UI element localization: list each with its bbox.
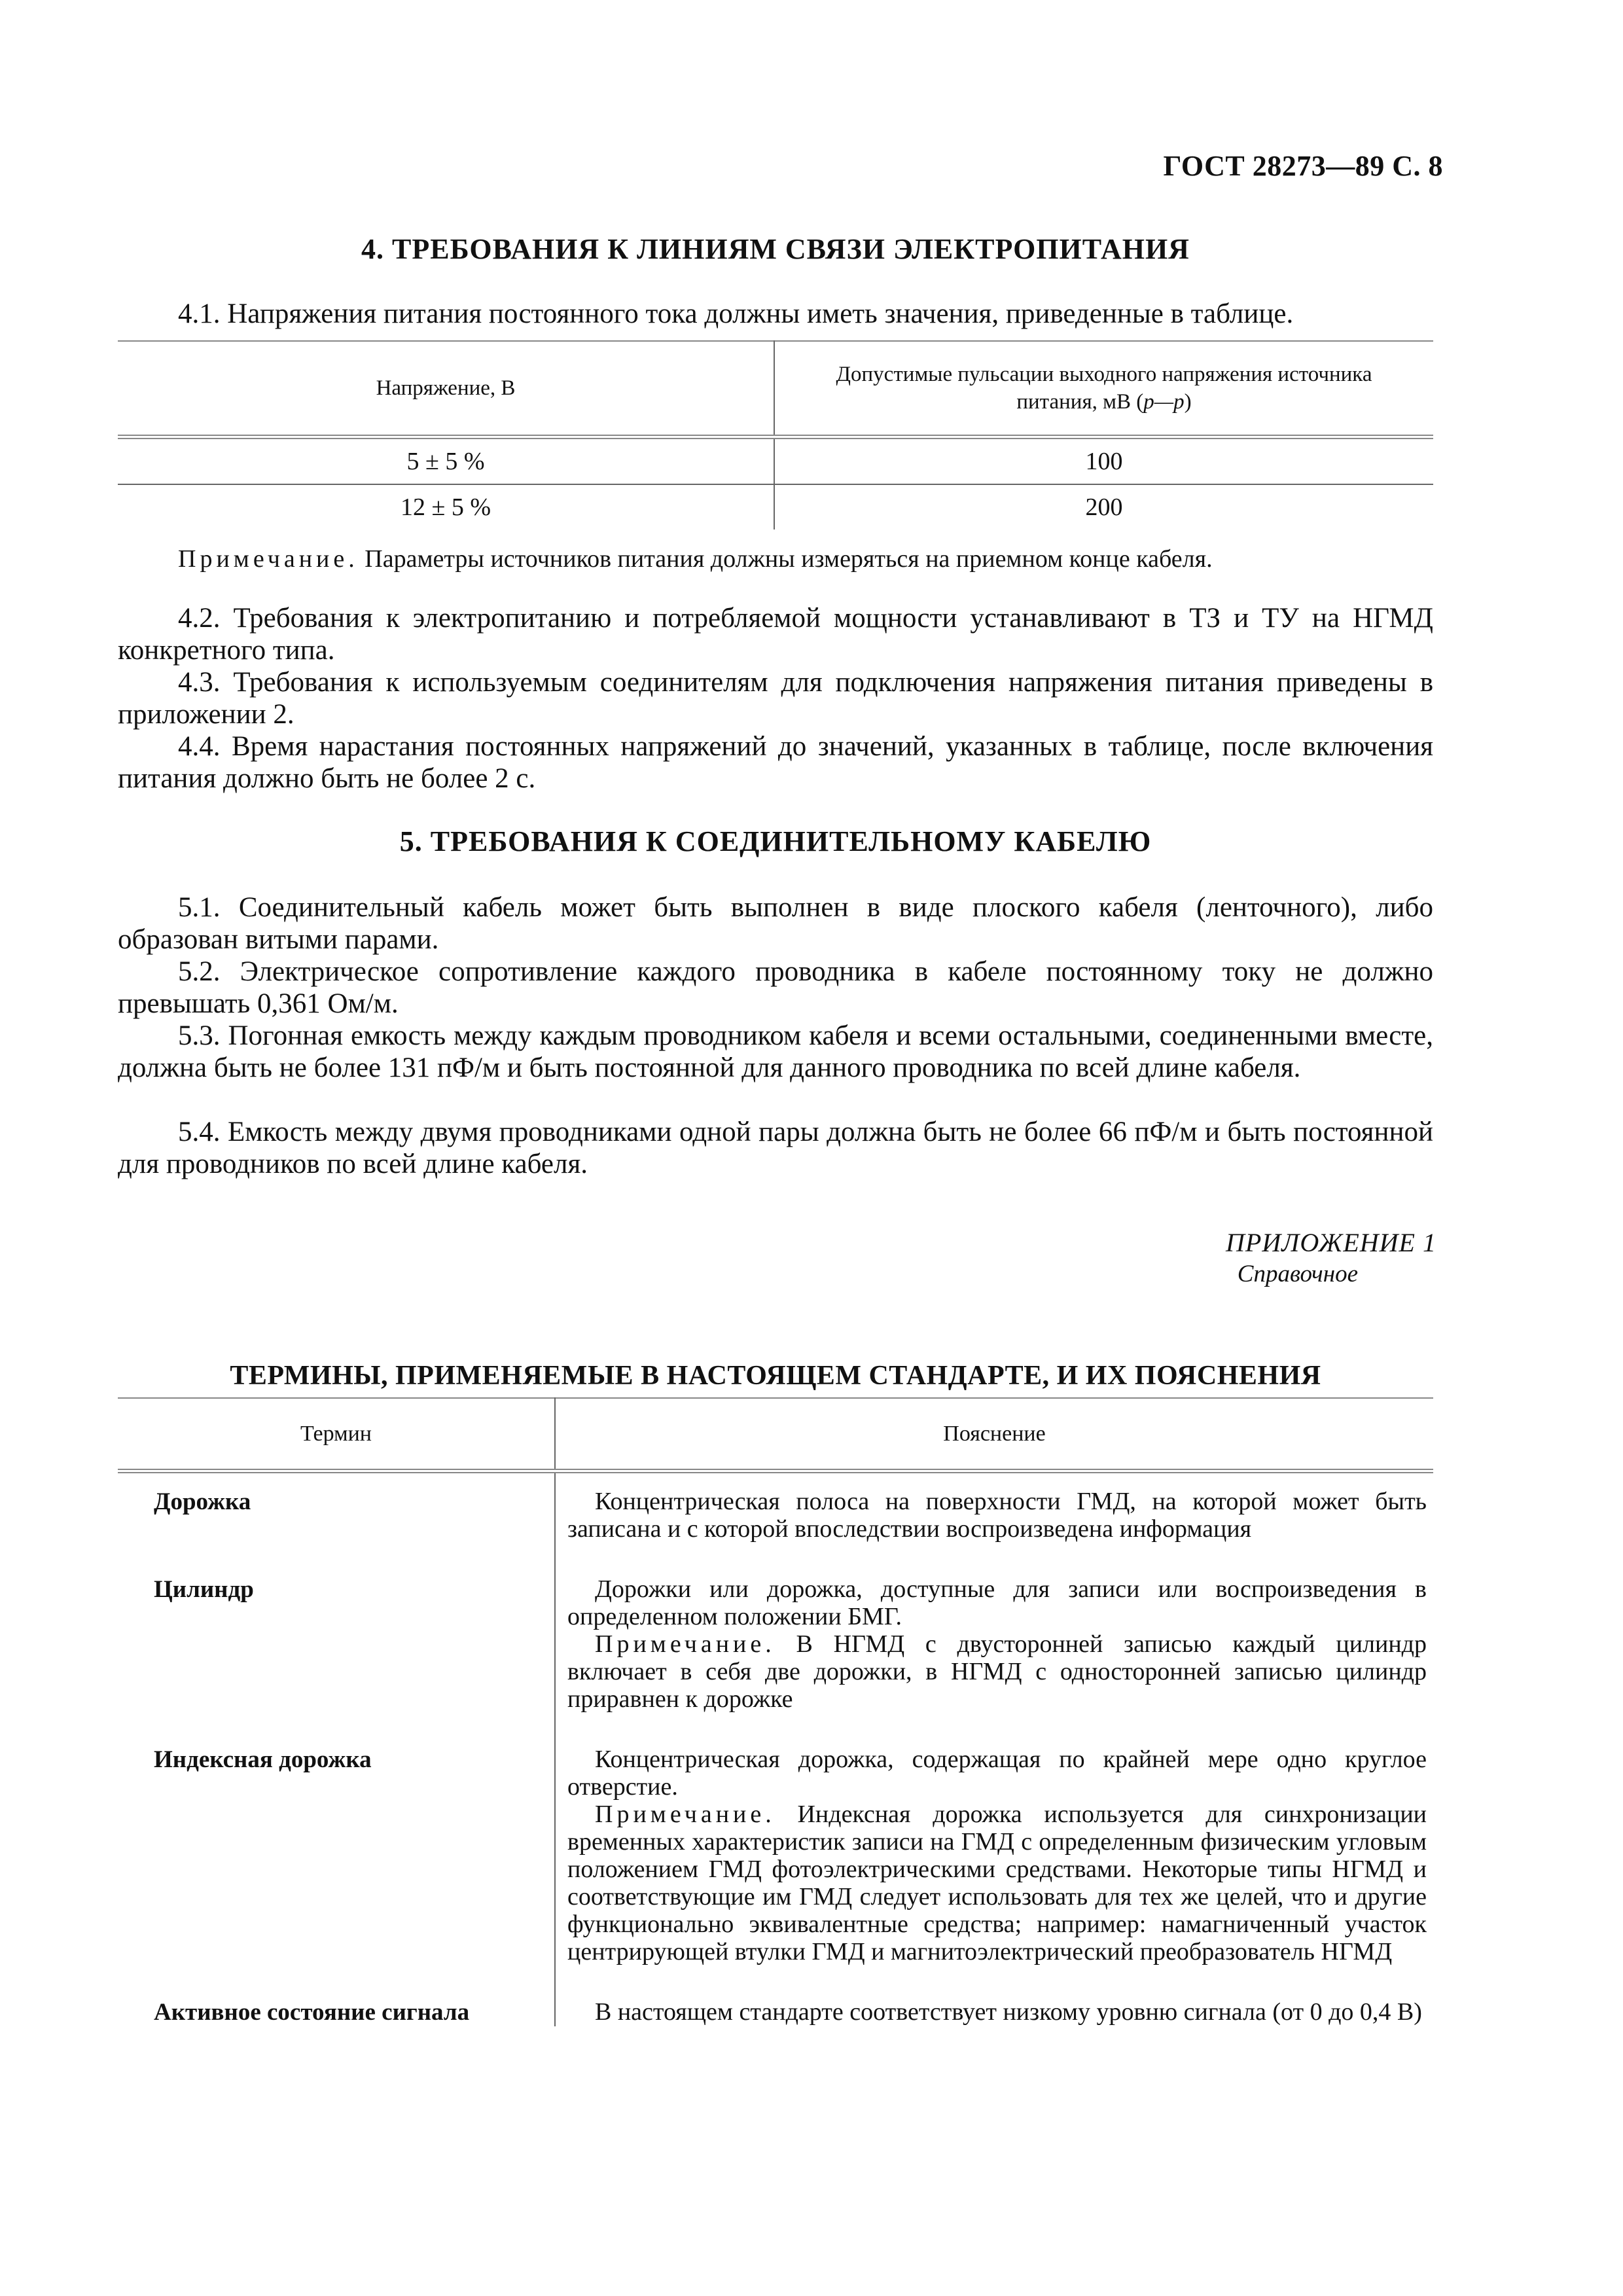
table-row	[118, 1731, 1433, 1984]
appendix-kind: Справочное	[1237, 1261, 1358, 1287]
paragraph-5-3: 5.3. Погонная емкость между каждым проводником кабеля и всеми остальными, соединенными вместе, должна быть не более 131 пФ/м и быть постоянной для данного проводника по всей длине кабеля.	[118, 1020, 1433, 1083]
terms-table-header	[118, 1398, 1433, 1471]
voltage-table	[118, 340, 1433, 529]
explanation-cell: Концентрическая полоса на поверхности ГМД, на которой может быть записана и с которой впоследствии воспроизведена информация	[567, 1488, 1427, 1543]
table-row	[118, 484, 1433, 529]
explanation-cell: В настоящем стандарте соответствует низкому уровню сигнала (от 0 до 0,4 В)	[595, 1998, 1422, 2026]
ripple-cell: 200	[1085, 493, 1123, 521]
paragraph-5-1: 5.1. Соединительный кабель может быть выполнен в виде плоского кабеля (ленточного), либо образован витыми парами.	[118, 892, 1433, 955]
paragraph-5-2: 5.2. Электрическое сопротивление каждого проводника в кабеле постоянному току не должно превышать 0,361 Ом/м.	[118, 956, 1433, 1019]
table-row	[118, 437, 1433, 485]
term-cell: Дорожка	[118, 1471, 555, 1562]
paragraph-4-4: 4.4. Время нарастания постоянных напряжений до значений, указанных в таблице, после включения питания должно быть не более 2 с.	[118, 731, 1433, 794]
paragraph-5-4: 5.4. Емкость между двумя проводниками одной пары должна быть не более 66 пФ/м и быть постоянной для проводников по всей длине кабеля.	[118, 1117, 1433, 1179]
section-5-title: 5. ТРЕБОВАНИЯ К СОЕДИНИТЕЛЬНОМУ КАБЕЛЮ	[399, 825, 1152, 857]
paragraph-4-3: 4.3. Требования к используемым соединителям для подключения напряжения питания приведены в приложении 2.	[118, 667, 1433, 730]
voltage-table-header	[118, 341, 1433, 437]
table-row	[118, 1984, 1433, 2026]
table-row	[118, 1561, 1433, 1731]
paragraph-4-1: 4.1. Напряжения питания постоянного тока должны иметь значения, приведенные в таблице.	[178, 298, 1294, 329]
term-cell: Индексная дорожка	[118, 1731, 555, 1984]
ripple-column-header: Допустимые пульсации выходного напряжения источника питания, мВ (р—р)	[836, 363, 1372, 414]
explanation-column-header: Пояснение	[943, 1421, 1046, 1446]
voltage-cell: 5 ± 5 %	[118, 437, 774, 485]
explanation-cell: Дорожки или дорожка, доступные для записи или воспроизведения в определенном положении БМГ. Примечание. В НГМД с двусторонней записью каждый цилиндр включает в себя две дорожки, в НГМД с односторонней записью цилиндр приравнен к дорожке	[567, 1575, 1427, 1713]
explanation-cell: Концентрическая дорожка, содержащая по крайней мере одно круглое отверстие. Примечание. Индексная дорожка используется для синхронизации временных характеристик записи на ГМД с определенным физическим угловым положением ГМД фотоэлектрическими средствами. Некоторые типы НГМД и соответствующие им ГМД следует использовать для тех же целей, что и другие функционально эквивалентные средства; например: намагниченный участок центрирующей втулки ГМД и магнитоэлектрический преобразователь НГМД	[567, 1746, 1427, 1965]
appendix-title: ТЕРМИНЫ, ПРИМЕНЯЕМЫЕ В НАСТОЯЩЕМ СТАНДАРТЕ, И ИХ ПОЯСНЕНИЯ	[230, 1361, 1321, 1391]
page-header: ГОСТ 28273—89 С. 8	[1163, 150, 1443, 182]
ripple-cell: 100	[1085, 448, 1123, 475]
appendix-label: ПРИЛОЖЕНИЕ 1	[1226, 1228, 1436, 1257]
terms-table	[118, 1397, 1433, 2026]
term-column-header: Термин	[118, 1398, 555, 1471]
table-row	[118, 1471, 1433, 1562]
section-4-title: 4. ТРЕБОВАНИЯ К ЛИНИЯМ СВЯЗИ ЭЛЕКТРОПИТАНИЯ	[361, 233, 1190, 265]
term-cell: Цилиндр	[118, 1561, 555, 1731]
term-cell: Активное состояние сигнала	[118, 1984, 555, 2026]
voltage-cell: 12 ± 5 %	[118, 484, 774, 529]
paragraph-4-2: 4.2. Требования к электропитанию и потребляемой мощности устанавливают в ТЗ и ТУ на НГМД конкретного типа.	[118, 603, 1433, 666]
table-note: Примечание. Параметры источников питания должны измеряться на приемном конце кабеля.	[178, 545, 1213, 573]
voltage-column-header: Напряжение, В	[118, 341, 774, 437]
